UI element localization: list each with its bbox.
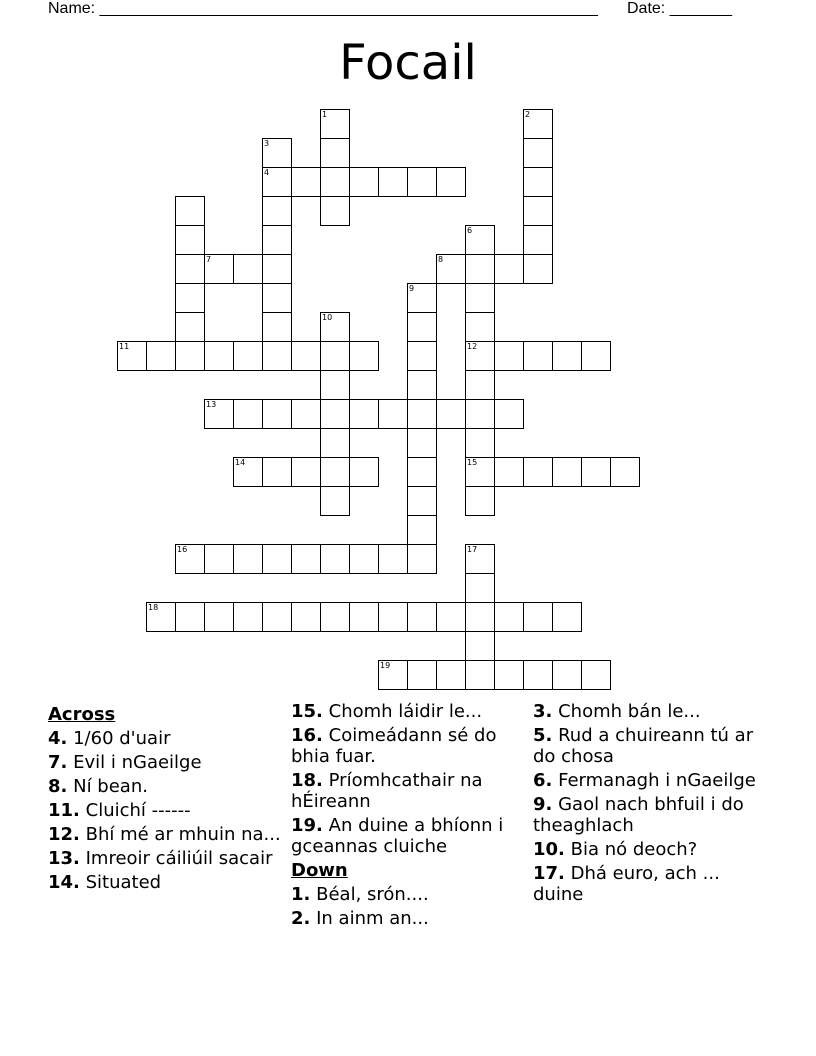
across-clue bbox=[291, 725, 526, 767]
grid-cell[interactable] bbox=[436, 602, 466, 632]
across-clue bbox=[48, 728, 283, 749]
clue-column-3 bbox=[533, 701, 768, 908]
grid-cell[interactable] bbox=[291, 602, 321, 632]
grid-cell[interactable] bbox=[465, 660, 495, 690]
grid-cell[interactable] bbox=[523, 602, 553, 632]
clue-text: Béal, srón.... bbox=[316, 884, 429, 905]
grid-cell[interactable] bbox=[436, 167, 466, 197]
grid-cell[interactable] bbox=[407, 370, 437, 400]
grid-cell[interactable] bbox=[407, 486, 437, 516]
clue-number: 13. bbox=[48, 848, 80, 869]
grid-cell[interactable] bbox=[407, 660, 437, 690]
clue-text: Evil i nGaeilge bbox=[73, 752, 202, 773]
across-clue bbox=[291, 701, 526, 722]
grid-cell[interactable] bbox=[494, 660, 524, 690]
grid-cell[interactable] bbox=[407, 283, 437, 313]
grid-cell[interactable] bbox=[349, 341, 379, 371]
grid-cell[interactable] bbox=[320, 341, 350, 371]
grid-cell[interactable] bbox=[262, 341, 292, 371]
across-clue bbox=[48, 800, 283, 821]
across-clue bbox=[48, 872, 283, 893]
across-clue bbox=[48, 824, 283, 845]
grid-cell[interactable] bbox=[465, 283, 495, 313]
grid-cell[interactable] bbox=[349, 457, 379, 487]
down-heading: Down bbox=[291, 860, 348, 881]
grid-cell[interactable] bbox=[465, 457, 495, 487]
grid-cell[interactable] bbox=[552, 457, 582, 487]
grid-cell[interactable] bbox=[407, 428, 437, 458]
grid-cell[interactable] bbox=[378, 544, 408, 574]
grid-cell[interactable] bbox=[407, 457, 437, 487]
clue-text: Situated bbox=[85, 872, 162, 893]
grid-cell[interactable] bbox=[233, 341, 263, 371]
clue-number: 6. bbox=[533, 770, 553, 791]
cell-number: 9 bbox=[409, 284, 415, 293]
grid-cell[interactable] bbox=[349, 602, 379, 632]
clue-number: 19. bbox=[291, 815, 323, 836]
grid-cell[interactable] bbox=[465, 602, 495, 632]
clue-number: 18. bbox=[291, 770, 323, 791]
grid-cell[interactable] bbox=[204, 341, 234, 371]
grid-cell[interactable] bbox=[465, 370, 495, 400]
grid-cell[interactable] bbox=[523, 167, 553, 197]
grid-cell[interactable] bbox=[320, 428, 350, 458]
clue-text: An duine a bhíonn i gceannas cluiche bbox=[291, 815, 504, 857]
clue-number: 11. bbox=[48, 800, 80, 821]
grid-cell[interactable] bbox=[378, 167, 408, 197]
across-heading: Across bbox=[48, 704, 116, 725]
grid-cell[interactable] bbox=[175, 196, 205, 226]
grid-cell[interactable] bbox=[175, 544, 205, 574]
grid-cell[interactable] bbox=[262, 167, 292, 197]
grid-cell[interactable] bbox=[610, 457, 640, 487]
grid-cell[interactable] bbox=[523, 660, 553, 690]
clue-number: 10. bbox=[533, 839, 565, 860]
grid-cell[interactable] bbox=[146, 341, 176, 371]
grid-cell[interactable] bbox=[146, 602, 176, 632]
clue-text: Gaol nach bhfuil i do theaghlach bbox=[533, 794, 744, 836]
cell-number: 11 bbox=[119, 342, 130, 351]
grid-cell[interactable] bbox=[378, 399, 408, 429]
grid-cell[interactable] bbox=[465, 254, 495, 284]
down-clue bbox=[291, 884, 526, 905]
across-clue bbox=[48, 752, 283, 773]
grid-cell[interactable] bbox=[581, 660, 611, 690]
grid-cell[interactable] bbox=[262, 312, 292, 342]
grid-cell[interactable] bbox=[581, 457, 611, 487]
grid-cell[interactable] bbox=[494, 457, 524, 487]
grid-cell[interactable] bbox=[407, 399, 437, 429]
grid-cell[interactable] bbox=[436, 660, 466, 690]
clue-text: In ainm an... bbox=[316, 908, 429, 929]
grid-cell[interactable] bbox=[465, 225, 495, 255]
cell-number: 3 bbox=[264, 139, 270, 148]
grid-cell[interactable] bbox=[378, 602, 408, 632]
cell-number: 18 bbox=[148, 603, 159, 612]
grid-cell[interactable] bbox=[494, 399, 524, 429]
grid-cell[interactable] bbox=[494, 254, 524, 284]
grid-cell[interactable] bbox=[175, 254, 205, 284]
cell-number: 8 bbox=[438, 255, 444, 264]
grid-cell[interactable] bbox=[233, 544, 263, 574]
cell-number: 12 bbox=[467, 342, 478, 351]
grid-cell[interactable] bbox=[175, 341, 205, 371]
grid-cell[interactable] bbox=[233, 457, 263, 487]
down-clue bbox=[533, 839, 768, 860]
clue-number: 8. bbox=[48, 776, 68, 797]
grid-cell[interactable] bbox=[349, 399, 379, 429]
grid-cell[interactable] bbox=[465, 544, 495, 574]
grid-cell[interactable] bbox=[523, 109, 553, 139]
grid-cell[interactable] bbox=[175, 225, 205, 255]
clue-number: 2. bbox=[291, 908, 311, 929]
grid-cell[interactable] bbox=[320, 138, 350, 168]
clue-number: 7. bbox=[48, 752, 68, 773]
grid-cell[interactable] bbox=[436, 399, 466, 429]
puzzle-title: Focail bbox=[339, 35, 477, 91]
grid-cell[interactable] bbox=[320, 109, 350, 139]
grid-cell[interactable] bbox=[523, 138, 553, 168]
grid-cell[interactable] bbox=[233, 602, 263, 632]
cell-number: 7 bbox=[206, 255, 212, 264]
grid-cell[interactable] bbox=[291, 399, 321, 429]
grid-cell[interactable] bbox=[320, 370, 350, 400]
down-clue bbox=[533, 701, 768, 722]
clue-text: Cluichí ------ bbox=[85, 800, 191, 821]
cell-number: 10 bbox=[322, 313, 333, 322]
clue-number: 17. bbox=[533, 863, 565, 884]
grid-cell[interactable] bbox=[407, 167, 437, 197]
clue-number: 3. bbox=[533, 701, 553, 722]
down-clue bbox=[291, 908, 526, 929]
grid-cell[interactable] bbox=[465, 486, 495, 516]
date-field-label: Date: _______ bbox=[627, 0, 732, 17]
clue-text: Príomhcathair na hÉireann bbox=[291, 770, 483, 812]
down-clue bbox=[533, 794, 768, 836]
down-clue bbox=[533, 863, 768, 905]
down-clue bbox=[533, 725, 768, 767]
grid-cell[interactable] bbox=[320, 457, 350, 487]
grid-cell[interactable] bbox=[262, 602, 292, 632]
clue-text: Imreoir cáiliúil sacair bbox=[85, 848, 273, 869]
grid-cell[interactable] bbox=[523, 254, 553, 284]
grid-cell[interactable] bbox=[436, 254, 466, 284]
grid-cell[interactable] bbox=[320, 602, 350, 632]
grid-cell[interactable] bbox=[378, 660, 408, 690]
cell-number: 19 bbox=[380, 661, 391, 670]
cell-number: 15 bbox=[467, 458, 478, 467]
grid-cell[interactable] bbox=[407, 341, 437, 371]
grid-cell[interactable] bbox=[320, 312, 350, 342]
grid-cell[interactable] bbox=[117, 341, 147, 371]
cell-number: 4 bbox=[264, 168, 270, 177]
grid-cell[interactable] bbox=[175, 283, 205, 313]
grid-cell[interactable] bbox=[291, 341, 321, 371]
grid-cell[interactable] bbox=[175, 312, 205, 342]
grid-cell[interactable] bbox=[262, 225, 292, 255]
grid-cell[interactable] bbox=[465, 399, 495, 429]
clue-text: Chomh bán le... bbox=[558, 701, 701, 722]
grid-cell[interactable] bbox=[262, 544, 292, 574]
clue-number: 12. bbox=[48, 824, 80, 845]
grid-cell[interactable] bbox=[465, 312, 495, 342]
grid-cell[interactable] bbox=[320, 544, 350, 574]
grid-cell[interactable] bbox=[407, 544, 437, 574]
grid-cell[interactable] bbox=[349, 544, 379, 574]
clue-number: 9. bbox=[533, 794, 553, 815]
grid-cell[interactable] bbox=[407, 602, 437, 632]
cell-number: 17 bbox=[467, 545, 478, 554]
grid-cell[interactable] bbox=[262, 283, 292, 313]
cell-number: 14 bbox=[235, 458, 246, 467]
grid-cell[interactable] bbox=[523, 196, 553, 226]
grid-cell[interactable] bbox=[233, 399, 263, 429]
clue-number: 4. bbox=[48, 728, 68, 749]
grid-cell[interactable] bbox=[233, 254, 263, 284]
grid-cell[interactable] bbox=[407, 312, 437, 342]
cell-number: 13 bbox=[206, 400, 217, 409]
grid-cell[interactable] bbox=[349, 167, 379, 197]
grid-cell[interactable] bbox=[494, 602, 524, 632]
clue-text: Dhá euro, ach ... duine bbox=[533, 863, 720, 905]
name-field-label: Name: ________________________________________________________ bbox=[48, 0, 598, 17]
across-clue bbox=[48, 848, 283, 869]
cell-number: 6 bbox=[467, 226, 473, 235]
grid-cell[interactable] bbox=[581, 341, 611, 371]
grid-cell[interactable] bbox=[204, 254, 234, 284]
grid-cell[interactable] bbox=[552, 660, 582, 690]
grid-cell[interactable] bbox=[320, 399, 350, 429]
clue-text: Bhí mé ar mhuin na... bbox=[85, 824, 281, 845]
grid-cell[interactable] bbox=[320, 486, 350, 516]
clue-text: Bia nó deoch? bbox=[570, 839, 698, 860]
down-clue bbox=[533, 770, 768, 791]
across-clue bbox=[48, 776, 283, 797]
clue-number: 14. bbox=[48, 872, 80, 893]
clue-text: Chomh láidir le... bbox=[328, 701, 483, 722]
grid-cell[interactable] bbox=[262, 196, 292, 226]
grid-cell[interactable] bbox=[523, 225, 553, 255]
clue-column-1 bbox=[48, 701, 283, 896]
grid-cell[interactable] bbox=[262, 457, 292, 487]
clue-number: 16. bbox=[291, 725, 323, 746]
grid-cell[interactable] bbox=[204, 602, 234, 632]
grid-cell[interactable] bbox=[262, 138, 292, 168]
clue-text: 1/60 d'uair bbox=[73, 728, 171, 749]
clue-number: 1. bbox=[291, 884, 311, 905]
grid-cell[interactable] bbox=[320, 196, 350, 226]
clue-text: Ní bean. bbox=[73, 776, 148, 797]
grid-cell[interactable] bbox=[523, 457, 553, 487]
grid-cell[interactable] bbox=[291, 544, 321, 574]
clue-text: Coimeádann sé do bhia fuar. bbox=[291, 725, 497, 767]
clue-number: 5. bbox=[533, 725, 553, 746]
grid-cell[interactable] bbox=[291, 167, 321, 197]
across-clue bbox=[291, 815, 526, 857]
grid-cell[interactable] bbox=[320, 167, 350, 197]
grid-cell[interactable] bbox=[465, 573, 495, 603]
grid-cell[interactable] bbox=[291, 457, 321, 487]
clue-text: Fermanagh i nGaeilge bbox=[558, 770, 756, 791]
cell-number: 1 bbox=[322, 110, 328, 119]
grid-cell[interactable] bbox=[262, 254, 292, 284]
grid-cell[interactable] bbox=[552, 341, 582, 371]
grid-cell[interactable] bbox=[175, 602, 205, 632]
grid-cell[interactable] bbox=[204, 399, 234, 429]
grid-cell[interactable] bbox=[262, 399, 292, 429]
clue-number: 15. bbox=[291, 701, 323, 722]
grid-cell[interactable] bbox=[407, 515, 437, 545]
grid-cell[interactable] bbox=[494, 341, 524, 371]
grid-cell[interactable] bbox=[465, 341, 495, 371]
cell-number: 2 bbox=[525, 110, 531, 119]
grid-cell[interactable] bbox=[465, 428, 495, 458]
grid-cell[interactable] bbox=[204, 544, 234, 574]
across-clue bbox=[291, 770, 526, 812]
grid-cell[interactable] bbox=[552, 602, 582, 632]
grid-cell[interactable] bbox=[523, 341, 553, 371]
cell-number: 16 bbox=[177, 545, 188, 554]
grid-cell[interactable] bbox=[465, 631, 495, 661]
clue-text: Rud a chuireann tú ar do chosa bbox=[533, 725, 754, 767]
clue-column-2 bbox=[291, 701, 526, 932]
